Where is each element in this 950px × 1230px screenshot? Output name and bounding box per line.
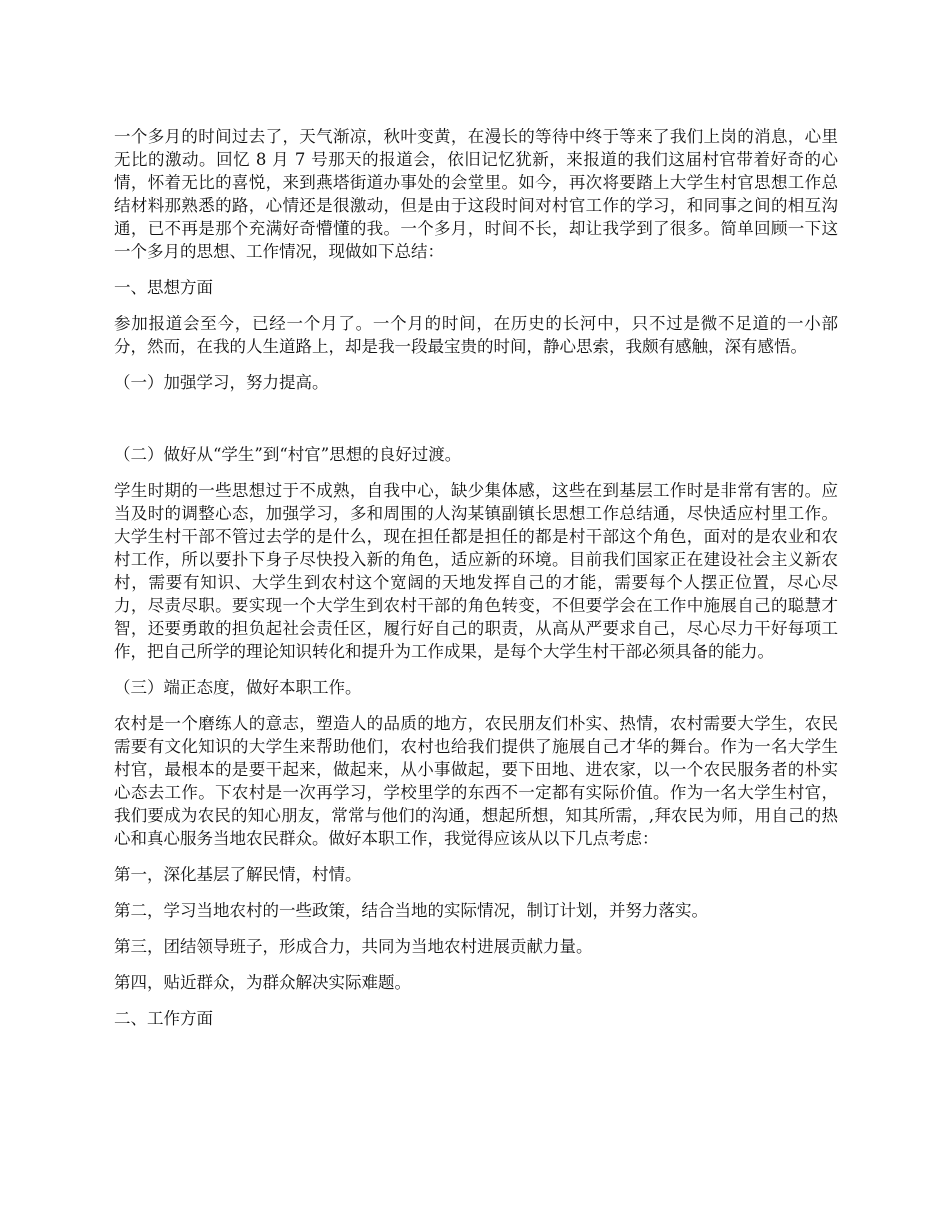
intro-paragraph: 一个多月的时间过去了，天气渐凉，秋叶变黄，在漫长的等待中终于等来了我们上岗的消息，心里无比的激动。回忆 8 月 7 号那天的报道会，依旧记忆犹新，来报道的我们这届村官带着好奇的心情，怀着无比的喜悦，来到燕塔街道办事处的会堂里。如今，再次将要踏上大学生村官思想工作总结材料那熟悉的路，心情还是很激动，但是由于这段时间对村官工作的学习，和同事之间的相互沟通，已不再是那个充满好奇懵懂的我。一个多月，时间不长，却让我学到了很多。简单回顾一下这一个多月的思想、工作情况，现做如下总结：	[114, 127, 838, 261]
section-heading-thought: 一、思想方面	[114, 278, 213, 297]
point-fourth: 第四，贴近群众，为群众解决实际难题。	[114, 973, 411, 992]
subheading-attitude: （三）端正态度，做好本职工作。	[114, 678, 362, 697]
document-page	[114, 125, 838, 1043]
thought-paragraph: 参加报道会至今，已经一个月了。一个月的时间，在历史的长河中，只不过是微不足道的一小部分，然而，在我的人生道路上，却是我一段最宝贵的时间，静心思索，我颇有感触，深有感悟。	[114, 314, 838, 356]
blank-gap	[114, 407, 838, 443]
point-first: 第一，深化基层了解民情，村情。	[114, 865, 362, 884]
point-second: 第二，学习当地农村的一些政策，结合当地的实际情况，制订计划，并努力落实。	[114, 901, 708, 920]
attitude-paragraph: 农村是一个磨练人的意志，塑造人的品质的地方，农民朋友们朴实、热情，农村需要大学生，农民需要有文化知识的大学生来帮助他们，农村也给我们提供了施展自己才华的舞台。作为一名大学生村官，最根本的是要干起来，做起来，从小事做起，要下田地、进农家，以一个农民服务者的朴实心态去工作。下农村是一次再学习，学校里学的东西不一定都有实际价值。作为一名大学生村官，我们要成为农民的知心朋友，常常与他们的沟通，想起所想，知其所需，,拜农民为师，用自己的热心和真心服务当地农民群众。做好本职工作，我觉得应该从以下几点考虑：	[114, 714, 838, 848]
section-heading-work: 二、工作方面	[114, 1009, 213, 1028]
point-third: 第三，团结领导班子，形成合力，共同为当地农村进展贡献力量。	[114, 937, 593, 956]
subheading-study: （一）加强学习，努力提高。	[114, 373, 329, 392]
subheading-transition: （二）做好从“学生”到“村官”思想的良好过渡。	[114, 445, 462, 464]
transition-paragraph: 学生时期的一些思想过于不成熟，自我中心，缺少集体感，这些在到基层工作时是非常有害的。应当及时的调整心态，加强学习，多和周围的人沟某镇副镇长思想工作总结通，尽快适应村里工作。大学生村干部不管过去学的是什么，现在担任都是担任的都是村干部这个角色，面对的是农业和农村工作，所以要扑下身子尽快投入新的角色，适应新的环境。目前我们国家正在建设社会主义新农村，需要有知识、大学生到农村这个宽阔的天地发挥自己的才能，需要每个人摆正位置，尽心尽力，尽责尽职。要实现一个大学生到农村干部的角色转变，不但要学会在工作中施展自己的聪慧才智，还要勇敢的担负起社会责任区，履行好自己的职责，从高从严要求自己，尽心尽力干好每项工作，把自己所学的理论知识转化和提升为工作成果，是每个大学生村干部必须具备的能力。	[114, 481, 838, 661]
